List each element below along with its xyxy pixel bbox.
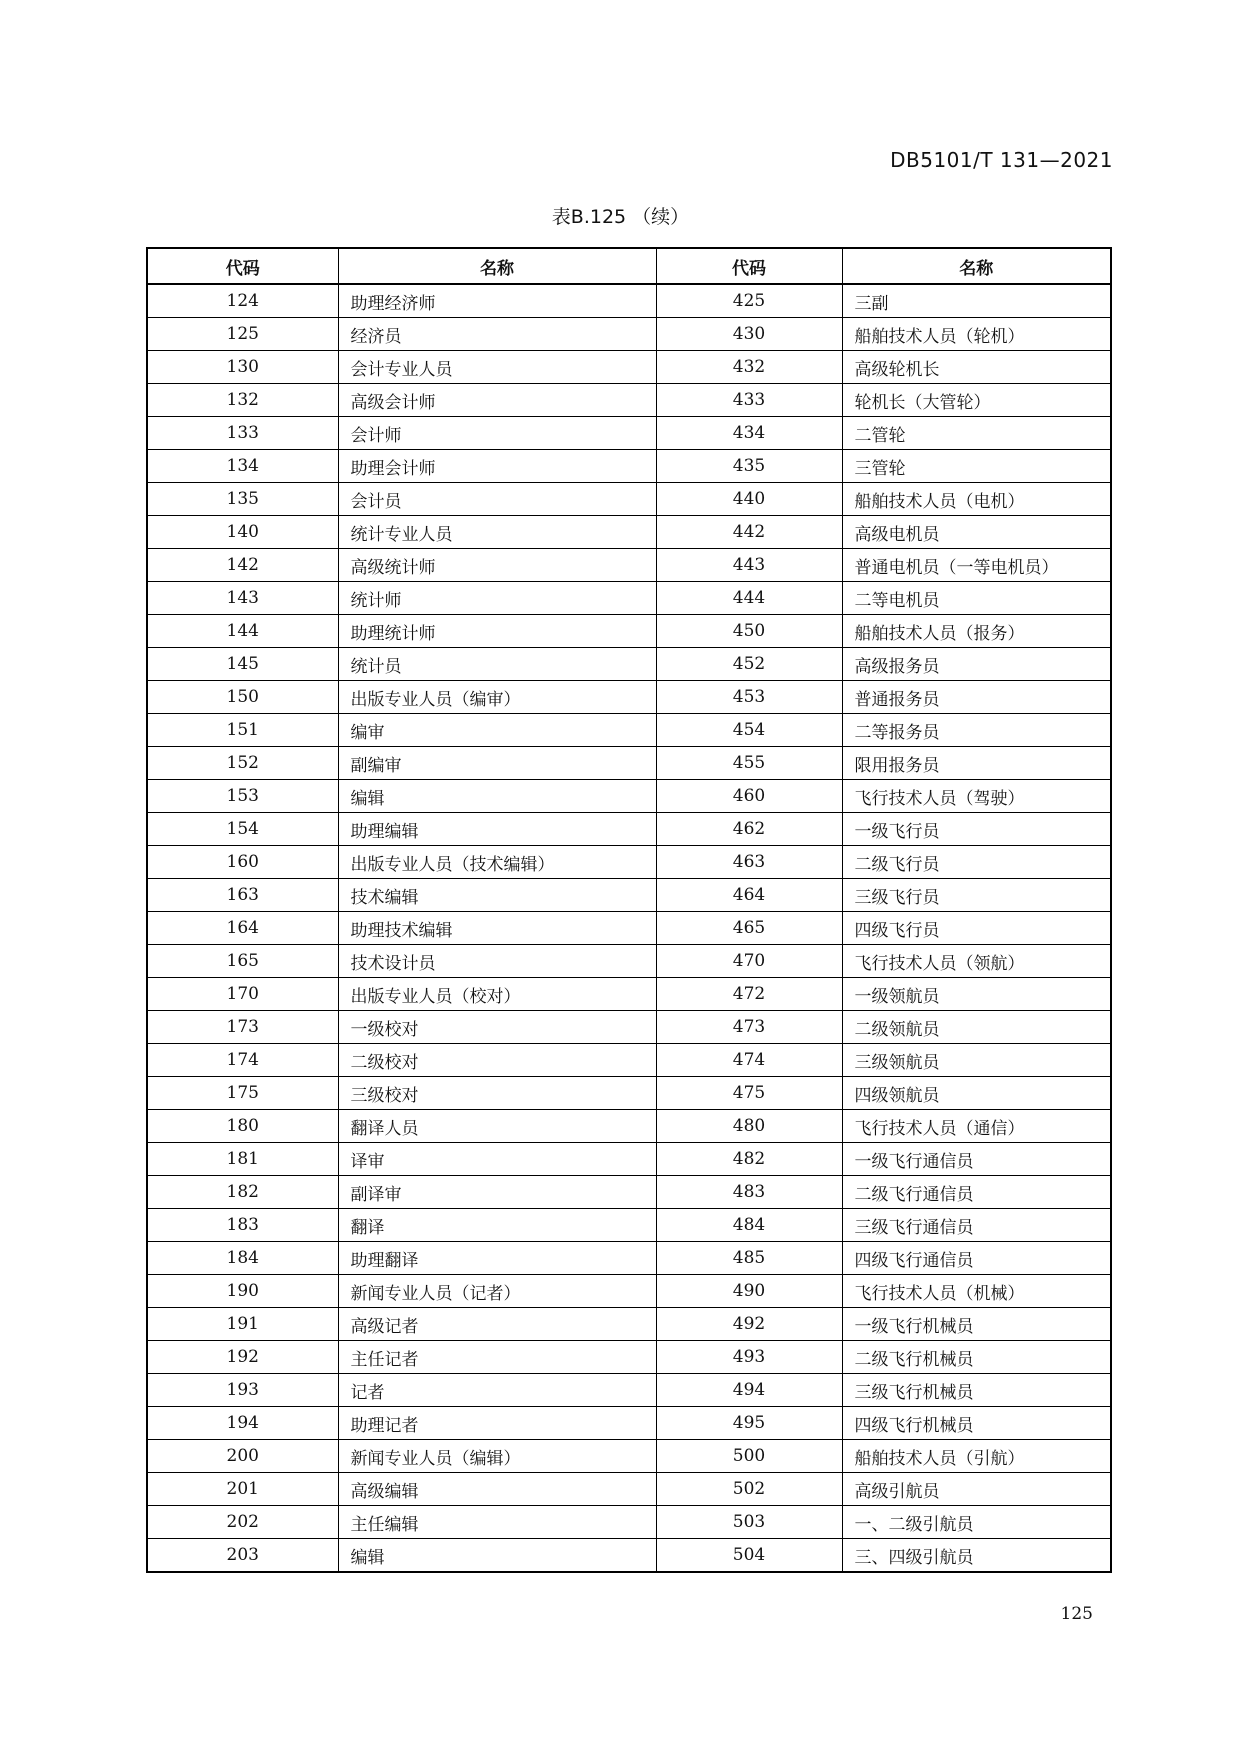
column-header-code: 代码	[656, 248, 842, 284]
cell-code: 492	[656, 1308, 842, 1341]
cell-name: 助理翻译	[338, 1242, 656, 1275]
cell-code: 150	[147, 681, 338, 714]
cell-name: 记者	[338, 1374, 656, 1407]
cell-name: 技术编辑	[338, 879, 656, 912]
cell-name: 三级校对	[338, 1077, 656, 1110]
cell-code: 444	[656, 582, 842, 615]
cell-code: 143	[147, 582, 338, 615]
cell-name: 编辑	[338, 780, 656, 813]
cell-code: 462	[656, 813, 842, 846]
cell-name: 一级飞行员	[842, 813, 1111, 846]
cell-name: 高级会计师	[338, 384, 656, 417]
table-row	[147, 1044, 1111, 1077]
cell-code: 142	[147, 549, 338, 582]
table-row	[147, 284, 1111, 318]
cell-code: 201	[147, 1473, 338, 1506]
cell-code: 192	[147, 1341, 338, 1374]
table-row	[147, 351, 1111, 384]
cell-name: 翻译	[338, 1209, 656, 1242]
cell-code: 164	[147, 912, 338, 945]
page-number: 125	[1060, 1604, 1093, 1624]
table-row	[147, 1242, 1111, 1275]
cell-code: 125	[147, 318, 338, 351]
table-row	[147, 681, 1111, 714]
cell-name: 二级飞行员	[842, 846, 1111, 879]
table-row	[147, 1473, 1111, 1506]
cell-name: 普通报务员	[842, 681, 1111, 714]
cell-name: 助理会计师	[338, 450, 656, 483]
cell-name: 二管轮	[842, 417, 1111, 450]
cell-name: 船舶技术人员（引航）	[842, 1440, 1111, 1473]
cell-name: 副编审	[338, 747, 656, 780]
cell-code: 124	[147, 284, 338, 318]
cell-code: 182	[147, 1176, 338, 1209]
column-header-name: 名称	[338, 248, 656, 284]
cell-name: 翻译人员	[338, 1110, 656, 1143]
cell-code: 485	[656, 1242, 842, 1275]
cell-name: 限用报务员	[842, 747, 1111, 780]
table-row	[147, 780, 1111, 813]
cell-name: 统计师	[338, 582, 656, 615]
cell-code: 194	[147, 1407, 338, 1440]
cell-code: 493	[656, 1341, 842, 1374]
cell-code: 495	[656, 1407, 842, 1440]
cell-code: 184	[147, 1242, 338, 1275]
cell-code: 454	[656, 714, 842, 747]
cell-name: 出版专业人员（技术编辑）	[338, 846, 656, 879]
cell-name: 会计专业人员	[338, 351, 656, 384]
cell-name: 一级飞行通信员	[842, 1143, 1111, 1176]
table-row	[147, 582, 1111, 615]
cell-code: 135	[147, 483, 338, 516]
cell-code: 494	[656, 1374, 842, 1407]
cell-code: 154	[147, 813, 338, 846]
table-row	[147, 1011, 1111, 1044]
cell-name: 飞行技术人员（领航）	[842, 945, 1111, 978]
table-row	[147, 549, 1111, 582]
table-row	[147, 1275, 1111, 1308]
cell-code: 504	[656, 1539, 842, 1573]
cell-code: 443	[656, 549, 842, 582]
cell-name: 高级电机员	[842, 516, 1111, 549]
cell-name: 译审	[338, 1143, 656, 1176]
cell-code: 181	[147, 1143, 338, 1176]
cell-name: 一级领航员	[842, 978, 1111, 1011]
cell-code: 153	[147, 780, 338, 813]
table-row	[147, 846, 1111, 879]
cell-name: 新闻专业人员（记者）	[338, 1275, 656, 1308]
cell-name: 统计专业人员	[338, 516, 656, 549]
cell-name: 三级飞行员	[842, 879, 1111, 912]
cell-code: 140	[147, 516, 338, 549]
cell-code: 134	[147, 450, 338, 483]
cell-name: 助理记者	[338, 1407, 656, 1440]
cell-code: 193	[147, 1374, 338, 1407]
cell-code: 190	[147, 1275, 338, 1308]
cell-code: 455	[656, 747, 842, 780]
cell-name: 船舶技术人员（电机）	[842, 483, 1111, 516]
table-row	[147, 1374, 1111, 1407]
table-row	[147, 978, 1111, 1011]
table-row	[147, 483, 1111, 516]
table-row	[147, 1506, 1111, 1539]
table-row	[147, 648, 1111, 681]
cell-name: 飞行技术人员（驾驶）	[842, 780, 1111, 813]
table-row	[147, 1341, 1111, 1374]
cell-code: 191	[147, 1308, 338, 1341]
cell-name: 三级领航员	[842, 1044, 1111, 1077]
cell-code: 160	[147, 846, 338, 879]
cell-code: 480	[656, 1110, 842, 1143]
cell-code: 130	[147, 351, 338, 384]
cell-name: 助理经济师	[338, 284, 656, 318]
cell-code: 203	[147, 1539, 338, 1573]
table-row	[147, 1176, 1111, 1209]
cell-code: 425	[656, 284, 842, 318]
cell-code: 465	[656, 912, 842, 945]
cell-code: 151	[147, 714, 338, 747]
cell-code: 200	[147, 1440, 338, 1473]
cell-name: 技术设计员	[338, 945, 656, 978]
cell-code: 180	[147, 1110, 338, 1143]
cell-code: 452	[656, 648, 842, 681]
table-row	[147, 1539, 1111, 1573]
table-header-row	[147, 248, 1111, 284]
cell-code: 473	[656, 1011, 842, 1044]
cell-code: 453	[656, 681, 842, 714]
cell-name: 出版专业人员（校对）	[338, 978, 656, 1011]
cell-name: 三、四级引航员	[842, 1539, 1111, 1573]
cell-code: 463	[656, 846, 842, 879]
cell-name: 会计师	[338, 417, 656, 450]
cell-code: 145	[147, 648, 338, 681]
cell-code: 500	[656, 1440, 842, 1473]
cell-name: 主任记者	[338, 1341, 656, 1374]
cell-code: 163	[147, 879, 338, 912]
cell-code: 475	[656, 1077, 842, 1110]
cell-code: 442	[656, 516, 842, 549]
cell-name: 高级轮机长	[842, 351, 1111, 384]
cell-code: 483	[656, 1176, 842, 1209]
table-row	[147, 747, 1111, 780]
cell-code: 472	[656, 978, 842, 1011]
cell-name: 会计员	[338, 483, 656, 516]
cell-code: 484	[656, 1209, 842, 1242]
cell-name: 高级编辑	[338, 1473, 656, 1506]
cell-code: 175	[147, 1077, 338, 1110]
cell-code: 474	[656, 1044, 842, 1077]
document-id: DB5101/T 131—2021	[890, 148, 1113, 172]
cell-code: 430	[656, 318, 842, 351]
cell-code: 152	[147, 747, 338, 780]
cell-name: 普通电机员（一等电机员）	[842, 549, 1111, 582]
cell-name: 二级校对	[338, 1044, 656, 1077]
cell-code: 464	[656, 879, 842, 912]
cell-code: 432	[656, 351, 842, 384]
table-row	[147, 1077, 1111, 1110]
table-row	[147, 1143, 1111, 1176]
cell-name: 主任编辑	[338, 1506, 656, 1539]
table-title: 表B.125 （续）	[551, 206, 690, 228]
table-row	[147, 879, 1111, 912]
table-row	[147, 516, 1111, 549]
cell-code: 202	[147, 1506, 338, 1539]
cell-name: 统计员	[338, 648, 656, 681]
table-body	[147, 284, 1111, 1572]
cell-code: 482	[656, 1143, 842, 1176]
table-row	[147, 1407, 1111, 1440]
cell-name: 一级校对	[338, 1011, 656, 1044]
cell-name: 三副	[842, 284, 1111, 318]
cell-code: 433	[656, 384, 842, 417]
cell-name: 四级飞行通信员	[842, 1242, 1111, 1275]
table-row	[147, 945, 1111, 978]
table-row	[147, 384, 1111, 417]
cell-name: 四级领航员	[842, 1077, 1111, 1110]
cell-code: 503	[656, 1506, 842, 1539]
cell-code: 490	[656, 1275, 842, 1308]
cell-code: 450	[656, 615, 842, 648]
cell-code: 165	[147, 945, 338, 978]
table-row	[147, 450, 1111, 483]
cell-name: 三管轮	[842, 450, 1111, 483]
cell-code: 502	[656, 1473, 842, 1506]
cell-name: 船舶技术人员（轮机）	[842, 318, 1111, 351]
occupation-code-table	[146, 247, 1112, 1573]
cell-code: 133	[147, 417, 338, 450]
cell-name: 船舶技术人员（报务）	[842, 615, 1111, 648]
table-row	[147, 1209, 1111, 1242]
cell-name: 一、二级引航员	[842, 1506, 1111, 1539]
cell-name: 二级领航员	[842, 1011, 1111, 1044]
cell-name: 二等电机员	[842, 582, 1111, 615]
table-row	[147, 318, 1111, 351]
cell-name: 飞行技术人员（通信）	[842, 1110, 1111, 1143]
cell-name: 轮机长（大管轮）	[842, 384, 1111, 417]
cell-name: 二级飞行机械员	[842, 1341, 1111, 1374]
cell-code: 460	[656, 780, 842, 813]
column-header-code: 代码	[147, 248, 338, 284]
cell-name: 高级引航员	[842, 1473, 1111, 1506]
cell-name: 三级飞行通信员	[842, 1209, 1111, 1242]
cell-code: 174	[147, 1044, 338, 1077]
cell-name: 四级飞行机械员	[842, 1407, 1111, 1440]
cell-code: 434	[656, 417, 842, 450]
cell-code: 435	[656, 450, 842, 483]
cell-code: 132	[147, 384, 338, 417]
table-row	[147, 1110, 1111, 1143]
cell-name: 飞行技术人员（机械）	[842, 1275, 1111, 1308]
cell-code: 183	[147, 1209, 338, 1242]
cell-name: 助理技术编辑	[338, 912, 656, 945]
cell-name: 新闻专业人员（编辑）	[338, 1440, 656, 1473]
table-row	[147, 615, 1111, 648]
cell-name: 编审	[338, 714, 656, 747]
cell-name: 三级飞行机械员	[842, 1374, 1111, 1407]
cell-name: 副译审	[338, 1176, 656, 1209]
cell-code: 144	[147, 615, 338, 648]
table-row	[147, 912, 1111, 945]
table-row	[147, 1308, 1111, 1341]
cell-name: 四级飞行员	[842, 912, 1111, 945]
cell-code: 470	[656, 945, 842, 978]
cell-name: 编辑	[338, 1539, 656, 1573]
cell-name: 高级报务员	[842, 648, 1111, 681]
table-row	[147, 1440, 1111, 1473]
cell-name: 二等报务员	[842, 714, 1111, 747]
cell-code: 440	[656, 483, 842, 516]
cell-name: 助理统计师	[338, 615, 656, 648]
cell-name: 高级统计师	[338, 549, 656, 582]
table-row	[147, 714, 1111, 747]
cell-name: 二级飞行通信员	[842, 1176, 1111, 1209]
cell-name: 经济员	[338, 318, 656, 351]
cell-code: 170	[147, 978, 338, 1011]
cell-name: 高级记者	[338, 1308, 656, 1341]
cell-code: 173	[147, 1011, 338, 1044]
column-header-name: 名称	[842, 248, 1111, 284]
table-row	[147, 417, 1111, 450]
cell-name: 出版专业人员（编审）	[338, 681, 656, 714]
cell-name: 助理编辑	[338, 813, 656, 846]
cell-name: 一级飞行机械员	[842, 1308, 1111, 1341]
table-row	[147, 813, 1111, 846]
